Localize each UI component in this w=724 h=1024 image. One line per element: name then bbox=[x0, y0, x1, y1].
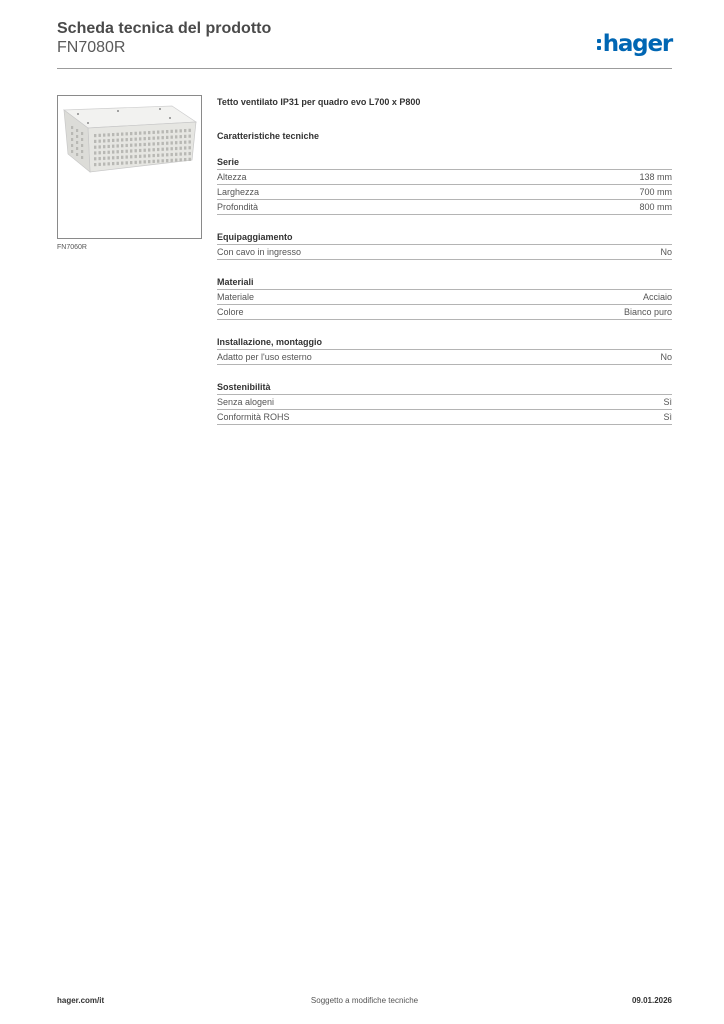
spec-value: No bbox=[660, 247, 672, 257]
spec-section bbox=[217, 156, 672, 215]
spec-row bbox=[217, 185, 672, 200]
ventilated-roof-illustration bbox=[58, 96, 201, 238]
spec-section-title: Serie bbox=[217, 156, 672, 170]
spec-value: 138 mm bbox=[639, 172, 672, 182]
spec-section-title: Equipaggiamento bbox=[217, 231, 672, 245]
spec-value: Sì bbox=[663, 412, 672, 422]
spec-label: Adatto per l'uso esterno bbox=[217, 352, 312, 362]
spec-row bbox=[217, 200, 672, 215]
spec-label: Larghezza bbox=[217, 187, 260, 197]
spec-value: 800 mm bbox=[639, 202, 672, 212]
tech-specs-heading: Caratteristiche tecniche bbox=[217, 131, 320, 141]
spec-section-title: Sostenibilità bbox=[217, 381, 672, 395]
spec-row bbox=[217, 350, 672, 365]
spec-label: Profondità bbox=[217, 202, 259, 212]
spec-section bbox=[217, 231, 672, 260]
spec-row bbox=[217, 305, 672, 320]
spec-label: Conformità ROHS bbox=[217, 412, 290, 422]
hager-logo[interactable] bbox=[597, 31, 672, 57]
logo-dots-icon bbox=[597, 39, 601, 50]
spec-value: Sì bbox=[663, 397, 672, 407]
spec-row bbox=[217, 290, 672, 305]
spec-value: Bianco puro bbox=[623, 307, 672, 317]
product-image bbox=[57, 95, 202, 239]
spec-row bbox=[217, 245, 672, 260]
spec-section-title: Materiali bbox=[217, 276, 672, 290]
spec-row bbox=[217, 170, 672, 185]
spec-row bbox=[217, 410, 672, 425]
spec-sections bbox=[217, 156, 672, 425]
product-details bbox=[217, 96, 672, 425]
spec-row bbox=[217, 395, 672, 410]
spec-label: Colore bbox=[217, 307, 244, 317]
spec-value: No bbox=[660, 352, 672, 362]
header-divider bbox=[57, 68, 672, 69]
spec-section-title: Installazione, montaggio bbox=[217, 336, 672, 350]
spec-label: Altezza bbox=[217, 172, 247, 182]
spec-label: Senza alogeni bbox=[217, 397, 275, 407]
spec-value: 700 mm bbox=[639, 187, 672, 197]
spec-section bbox=[217, 336, 672, 365]
spec-value: Acciaio bbox=[642, 292, 672, 302]
page-title: Scheda tecnica del prodotto bbox=[57, 20, 272, 37]
image-caption: FN7060R bbox=[57, 244, 87, 251]
footer-date: 09.01.2026 bbox=[631, 996, 672, 1005]
logo-text: hager bbox=[602, 30, 672, 57]
product-description: Tetto ventilato IP31 per quadro evo L700 x P800 bbox=[217, 97, 421, 107]
spec-label: Materiale bbox=[217, 292, 255, 302]
footer-note: Soggetto a modifiche tecniche bbox=[310, 996, 419, 1005]
spec-section bbox=[217, 381, 672, 425]
spec-section bbox=[217, 276, 672, 320]
product-code: FN7080R bbox=[57, 39, 126, 56]
spec-label: Con cavo in ingresso bbox=[217, 247, 302, 257]
footer-website-link[interactable]: hager.com/it bbox=[57, 996, 105, 1005]
